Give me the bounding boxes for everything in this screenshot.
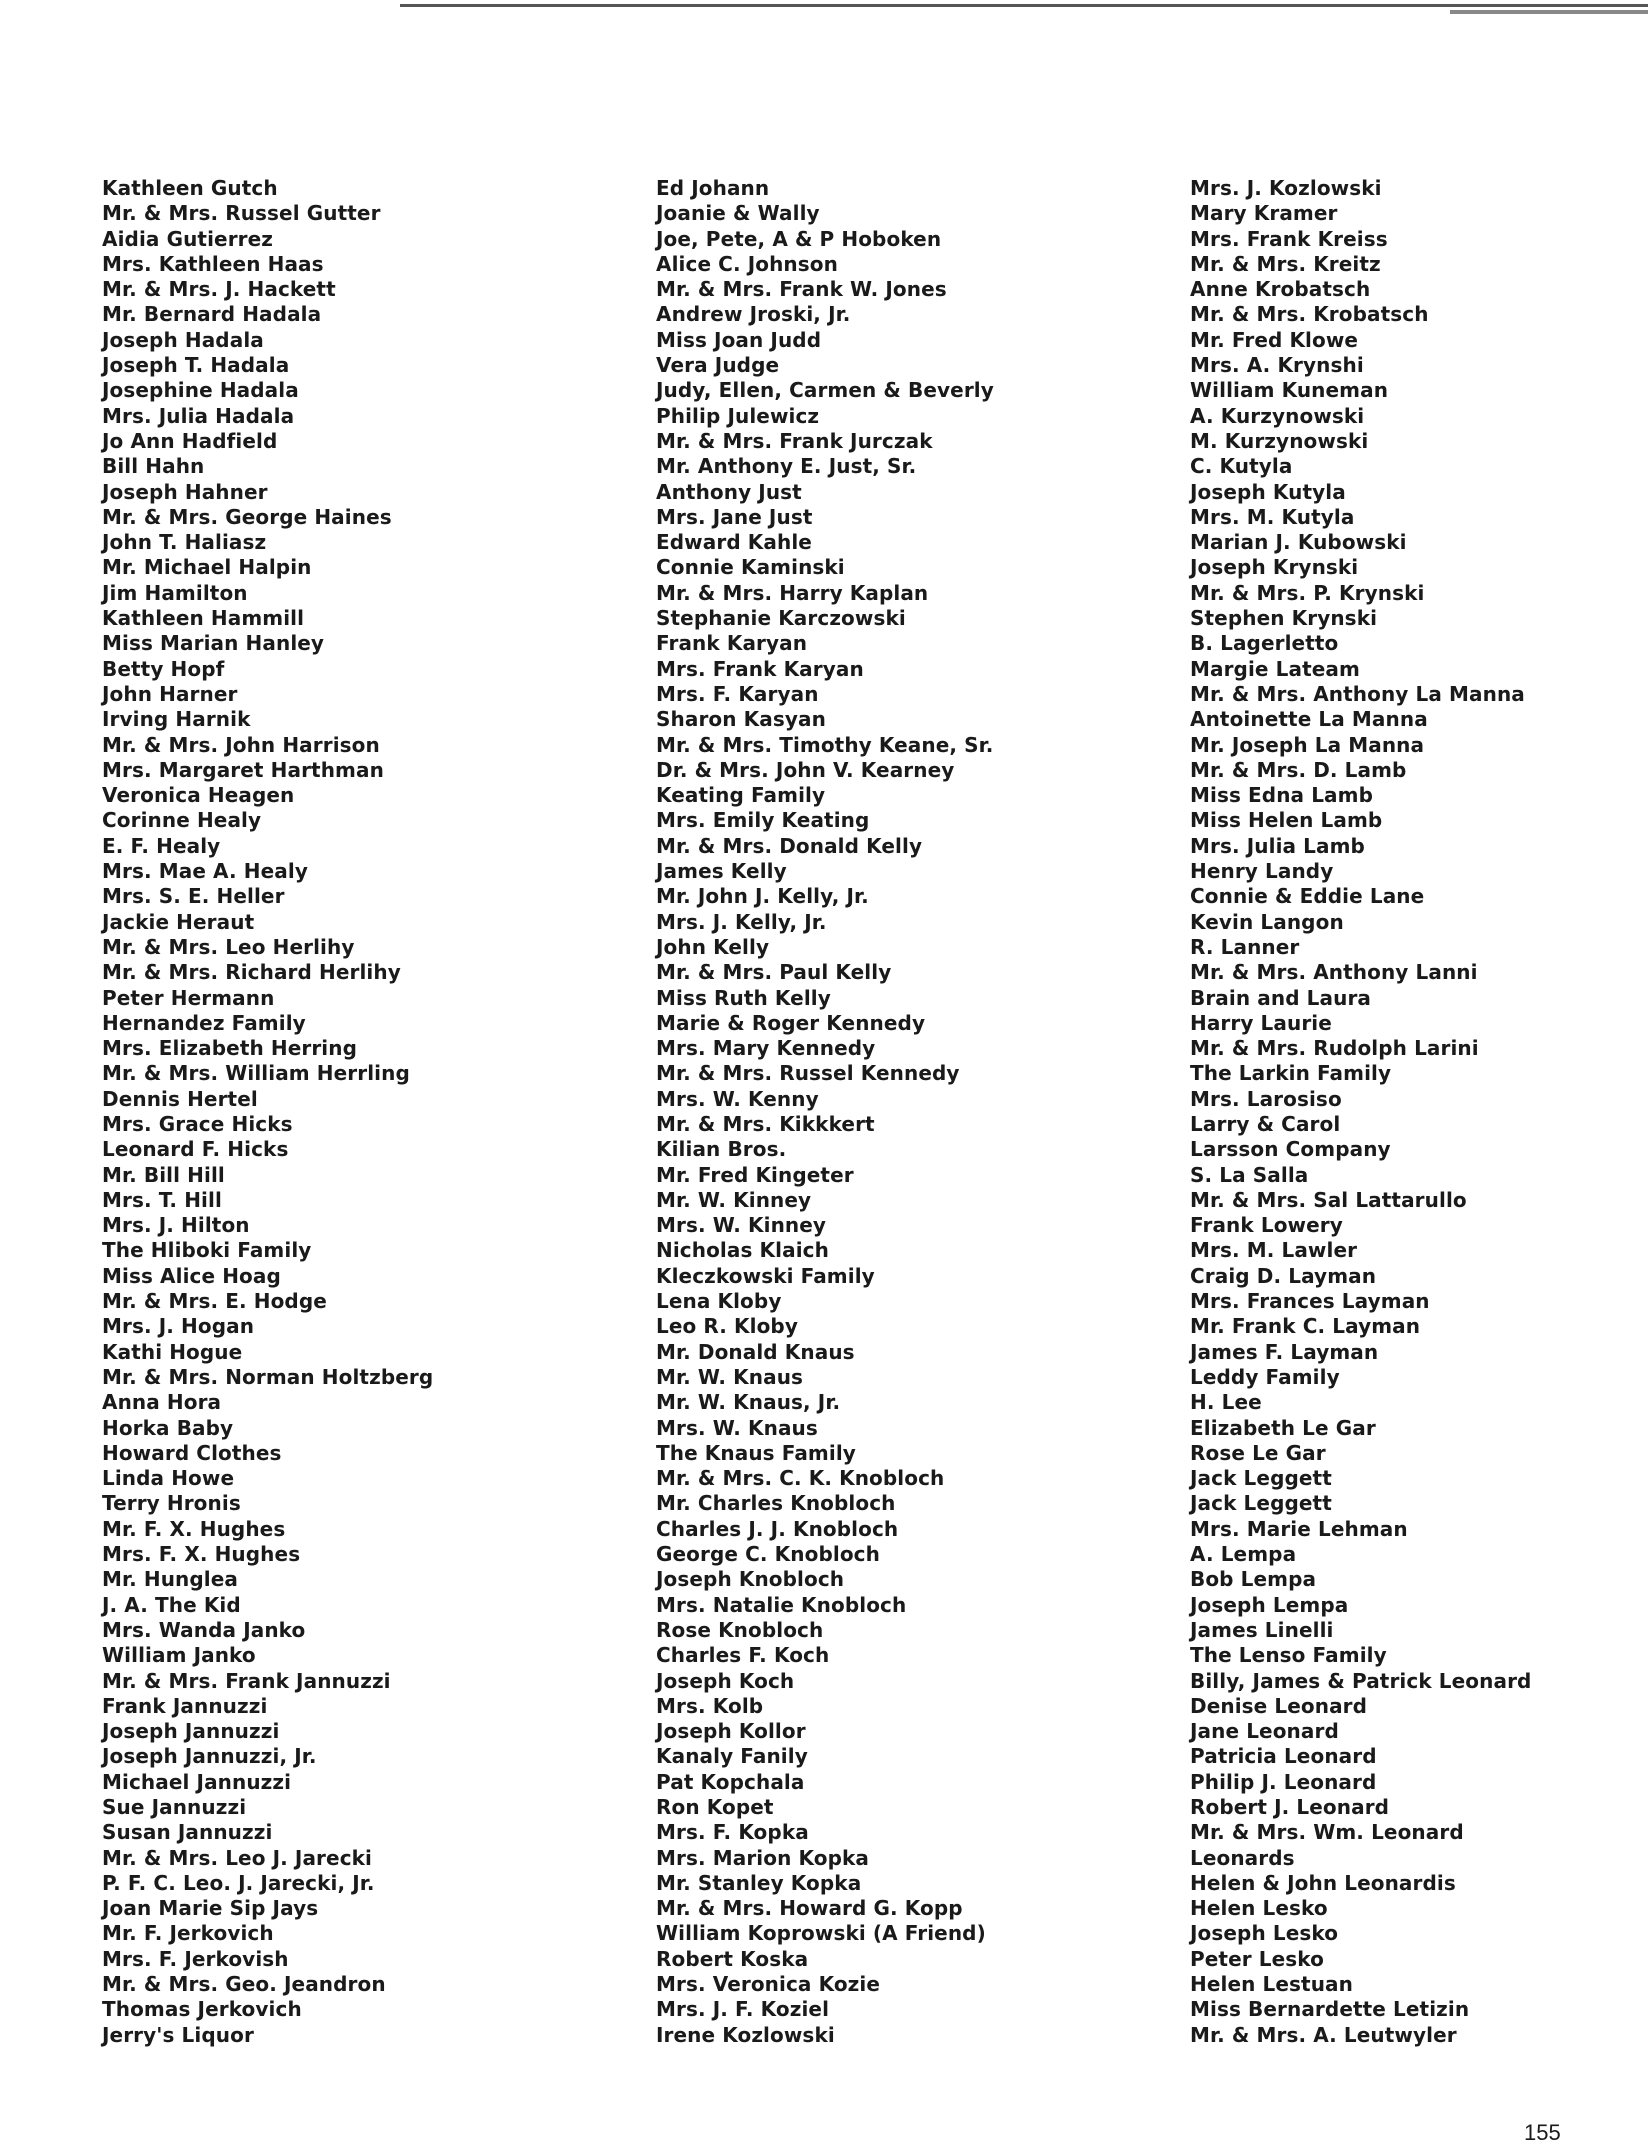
list-item: Betty Hopf: [102, 656, 225, 681]
list-item: Mrs. Mae A. Healy: [102, 859, 308, 884]
list-item: Mr. Frank C. Layman: [1190, 1314, 1421, 1339]
list-item: Mr. & Mrs. Donald Kelly: [656, 833, 923, 858]
list-item: Leonard F. Hicks: [102, 1137, 289, 1162]
list-item: Philip Julewicz: [656, 403, 820, 428]
list-item: Hernandez Family: [102, 1010, 306, 1035]
list-item: Mrs. J. Hilton: [102, 1213, 250, 1238]
list-item: Craig D. Layman: [1190, 1263, 1377, 1288]
list-item: Pat Kopchala: [656, 1769, 805, 1794]
list-item: Mrs. M. Lawler: [1190, 1238, 1358, 1263]
list-item: Larry & Carol: [1190, 1111, 1341, 1136]
list-item: Mr. F. Jerkovich: [102, 1921, 274, 1946]
list-item: Mr. John J. Kelly, Jr.: [656, 884, 869, 909]
list-item: Joseph Koch: [656, 1668, 795, 1693]
list-item: Helen Lesko: [1190, 1896, 1328, 1921]
list-item: Mrs. T. Hill: [102, 1187, 222, 1212]
list-item: Mr. Donald Knaus: [656, 1339, 855, 1364]
list-item: Frank Lowery: [1190, 1213, 1343, 1238]
list-item: Josephine Hadala: [102, 378, 299, 403]
list-item: Mr. & Mrs. E. Hodge: [102, 1289, 327, 1314]
list-item: Joanie & Wally: [656, 201, 820, 226]
list-item: John T. Haliasz: [102, 530, 267, 555]
list-item: William Koprowski (A Friend): [656, 1921, 986, 1946]
list-item: B. Lagerletto: [1190, 631, 1339, 656]
list-item: Peter Lesko: [1190, 1946, 1324, 1971]
list-item: Jack Leggett: [1190, 1491, 1332, 1516]
list-item: Joseph Hadala: [102, 327, 264, 352]
list-item: Mrs. Margaret Harthman: [102, 757, 384, 782]
list-item: Mr. & Mrs. Rudolph Larini: [1190, 1036, 1479, 1061]
list-item: Thomas Jerkovich: [102, 1997, 302, 2022]
list-item: Mr. Michael Halpin: [102, 555, 312, 580]
list-item: M. Kurzynowski: [1190, 428, 1369, 453]
list-item: Veronica Heagen: [102, 783, 295, 808]
list-item: Mrs. Julia Hadala: [102, 403, 295, 428]
list-item: Miss Alice Hoag: [102, 1263, 281, 1288]
list-item: Miss Marian Hanley: [102, 631, 325, 656]
list-item: Leddy Family: [1190, 1364, 1340, 1389]
list-item: Antoinette La Manna: [1190, 707, 1428, 732]
list-item: Kathi Hogue: [102, 1339, 243, 1364]
list-item: Joseph Kutyla: [1190, 479, 1346, 504]
list-item: John Harner: [102, 681, 238, 706]
list-item: Mrs. Wanda Janko: [102, 1617, 306, 1642]
list-item: Ron Kopet: [656, 1795, 774, 1819]
list-item: Mr. & Mrs. Russel Gutter: [102, 201, 381, 226]
list-item: Mr. W. Knaus, Jr.: [656, 1390, 841, 1415]
list-item: Charles F. Koch: [656, 1643, 830, 1668]
list-item: Mrs. Kolb: [656, 1693, 764, 1718]
top-rule: [400, 4, 1648, 7]
list-item: Mr. & Mrs. William Herrling: [102, 1061, 410, 1086]
list-item: Helen & John Leonardis: [1190, 1870, 1456, 1895]
list-item: Mrs. Elizabeth Herring: [102, 1036, 358, 1061]
list-item: Mr. & Mrs. Russel Kennedy: [656, 1061, 960, 1086]
list-item: Charles J. J. Knobloch: [656, 1516, 899, 1541]
list-item: Robert Koska: [656, 1946, 809, 1971]
list-item: Joseph T. Hadala: [102, 353, 290, 378]
list-item: Mr. & Mrs. P. Krynski: [1190, 580, 1425, 605]
list-item: Marian J. Kubowski: [1190, 530, 1407, 555]
list-item: S. La Salla: [1190, 1162, 1309, 1187]
list-item: Mrs. Frank Karyan: [656, 656, 864, 681]
list-item: E. F. Healy: [102, 833, 221, 858]
list-item: Mr. Fred Kingeter: [656, 1162, 854, 1187]
list-item: Mr. & Mrs. Kreitz: [1190, 251, 1381, 276]
list-item: The Lenso Family: [1190, 1643, 1387, 1668]
list-item: Mr. & Mrs. J. Hackett: [102, 277, 336, 302]
list-item: Sharon Kasyan: [656, 707, 826, 732]
list-item: Howard Clothes: [102, 1440, 282, 1465]
name-column-1: [102, 176, 433, 2048]
list-item: Patricia Leonard: [1190, 1744, 1377, 1769]
list-item: Mrs. J. Hogan: [102, 1314, 255, 1339]
list-item: Jim Hamilton: [102, 580, 248, 605]
list-item: Mr. & Mrs. D. Lamb: [1190, 757, 1407, 782]
list-item: Jackie Heraut: [102, 909, 255, 934]
list-item: Frank Karyan: [656, 631, 808, 656]
list-item: Mrs. M. Kutyla: [1190, 504, 1355, 529]
list-item: R. Lanner: [1190, 934, 1300, 959]
list-item: Mrs. J. F. Koziel: [656, 1997, 830, 2022]
list-item: Mrs. Marion Kopka: [656, 1845, 869, 1870]
list-item: Irving Harnik: [102, 707, 251, 732]
list-item: Mrs. S. E. Heller: [102, 884, 285, 909]
list-item: Horka Baby: [102, 1415, 234, 1440]
list-item: Philip J. Leonard: [1190, 1769, 1377, 1794]
list-item: William Kuneman: [1190, 378, 1389, 403]
list-item: The Knaus Family: [656, 1440, 856, 1465]
list-item: Mr. Hunglea: [102, 1567, 239, 1592]
list-item: Stephanie Karczowski: [656, 606, 906, 631]
list-item: Mr. & Mrs. Leo Herlihy: [102, 934, 355, 959]
list-item: Mrs. Jane Just: [656, 504, 813, 529]
list-item: Mrs. Kathleen Haas: [102, 251, 324, 276]
list-item: Corinne Healy: [102, 808, 262, 833]
list-item: J. A. The Kid: [102, 1592, 241, 1617]
list-item: Henry Landy: [1190, 859, 1334, 884]
list-item: Mrs. J. Kozlowski: [1190, 176, 1382, 200]
list-item: Marie & Roger Kennedy: [656, 1010, 926, 1035]
list-item: Mr. & Mrs. Norman Holtzberg: [102, 1364, 434, 1389]
list-item: Harry Laurie: [1190, 1010, 1332, 1035]
list-item: Miss Ruth Kelly: [656, 985, 831, 1010]
list-item: Mr. Joseph La Manna: [1190, 732, 1425, 757]
list-item: Mrs. Grace Hicks: [102, 1111, 293, 1136]
list-item: Kleczkowski Family: [656, 1263, 875, 1288]
list-item: The Hliboki Family: [102, 1238, 312, 1263]
list-item: James F. Layman: [1190, 1339, 1379, 1364]
list-item: George C. Knobloch: [656, 1542, 880, 1567]
list-item: Mr. F. X. Hughes: [102, 1516, 286, 1541]
list-item: Miss Edna Lamb: [1190, 783, 1374, 808]
list-item: Edward Kahle: [656, 530, 812, 555]
list-item: Robert J. Leonard: [1190, 1795, 1390, 1819]
list-item: C. Kutyla: [1190, 454, 1293, 479]
list-item: Anna Hora: [102, 1390, 222, 1415]
list-item: Nicholas Klaich: [656, 1238, 829, 1263]
list-item: Mrs. Emily Keating: [656, 808, 870, 833]
list-item: Joseph Lesko: [1190, 1921, 1339, 1946]
list-item: Mr. & Mrs. Leo J. Jarecki: [102, 1845, 372, 1870]
list-item: Mr. Stanley Kopka: [656, 1870, 862, 1895]
list-item: Keating Family: [656, 783, 826, 808]
list-item: Mr. & Mrs. Harry Kaplan: [656, 580, 929, 605]
list-item: Mrs. Marie Lehman: [1190, 1516, 1408, 1541]
list-item: Mr. & Mrs. Kikkkert: [656, 1111, 875, 1136]
list-item: Mr. Charles Knobloch: [656, 1491, 896, 1516]
list-item: Mr. Fred Klowe: [1190, 327, 1359, 352]
list-item: Jo Ann Hadfield: [102, 428, 278, 453]
list-item: Ed Johann: [656, 176, 770, 200]
list-item: Kathleen Gutch: [102, 176, 278, 200]
list-item: Mrs. W. Kenny: [656, 1086, 819, 1111]
list-item: P. F. C. Leo. J. Jarecki, Jr.: [102, 1870, 375, 1895]
list-item: Mr. & Mrs. Anthony La Manna: [1190, 681, 1525, 706]
list-item: Mr. & Mrs. Paul Kelly: [656, 960, 892, 985]
list-item: Jerry's Liquor: [102, 2022, 254, 2047]
list-item: Miss Helen Lamb: [1190, 808, 1383, 833]
list-item: Anne Krobatsch: [1190, 277, 1371, 302]
list-item: Mrs. F. Karyan: [656, 681, 819, 706]
list-item: Miss Joan Judd: [656, 327, 822, 352]
list-item: Joseph Jannuzzi: [102, 1719, 280, 1744]
list-item: Bob Lempa: [1190, 1567, 1317, 1592]
list-item: Aidia Gutierrez: [102, 226, 274, 251]
list-item: Rose Le Gar: [1190, 1440, 1326, 1465]
list-item: Kathleen Hammill: [102, 606, 305, 631]
list-item: Mrs. Julia Lamb: [1190, 833, 1365, 858]
name-column-2: [656, 176, 994, 2048]
list-item: Stephen Krynski: [1190, 606, 1378, 631]
list-item: Mr. & Mrs. Timothy Keane, Sr.: [656, 732, 994, 757]
list-item: Mrs. F. Jerkovish: [102, 1946, 289, 1971]
list-item: Mr. & Mrs. Richard Herlihy: [102, 960, 401, 985]
list-item: Denise Leonard: [1190, 1693, 1368, 1718]
list-item: Mr. & Mrs. Howard G. Kopp: [656, 1896, 963, 1921]
list-item: Vera Judge: [656, 353, 780, 378]
list-item: Helen Lestuan: [1190, 1972, 1353, 1997]
list-item: Mr. & Mrs. Frank Jannuzzi: [102, 1668, 391, 1693]
list-item: Mr. & Mrs. Krobatsch: [1190, 302, 1429, 327]
list-item: James Linelli: [1190, 1617, 1334, 1642]
list-item: Mrs. W. Knaus: [656, 1415, 818, 1440]
list-item: Terry Hronis: [102, 1491, 241, 1516]
top-rule-accent: [1450, 10, 1648, 14]
list-item: Rose Knobloch: [656, 1617, 824, 1642]
list-item: Elizabeth Le Gar: [1190, 1415, 1376, 1440]
list-item: Dr. & Mrs. John V. Kearney: [656, 757, 955, 782]
list-item: Leonards: [1190, 1845, 1295, 1870]
list-item: Joseph Krynski: [1190, 555, 1359, 580]
list-item: Frank Jannuzzi: [102, 1693, 268, 1718]
list-item: Sue Jannuzzi: [102, 1795, 247, 1819]
list-item: Mrs. Veronica Kozie: [656, 1972, 881, 1997]
list-item: Mr. & Mrs. George Haines: [102, 504, 392, 529]
list-item: Mr. & Mrs. Frank Jurczak: [656, 428, 933, 453]
list-item: Mr. Bernard Hadala: [102, 302, 322, 327]
list-item: Connie Kaminski: [656, 555, 845, 580]
list-item: Kevin Langon: [1190, 909, 1344, 934]
list-item: The Larkin Family: [1190, 1061, 1392, 1086]
list-item: Mr. W. Kinney: [656, 1187, 812, 1212]
list-item: Irene Kozlowski: [656, 2022, 835, 2047]
list-item: Mr. & Mrs. Wm. Leonard: [1190, 1820, 1464, 1845]
name-column-3: [1190, 176, 1531, 2048]
list-item: Mr. & Mrs. A. Leutwyler: [1190, 2022, 1457, 2047]
list-item: James Kelly: [656, 859, 787, 884]
list-item: Joan Marie Sip Jays: [102, 1896, 319, 1921]
list-item: Mrs. Frank Kreiss: [1190, 226, 1388, 251]
list-item: Brain and Laura: [1190, 985, 1372, 1010]
list-item: Judy, Ellen, Carmen & Beverly: [656, 378, 994, 403]
list-item: Dennis Hertel: [102, 1086, 258, 1111]
page-number: 155: [1524, 2120, 1561, 2145]
list-item: Mr. & Mrs. Sal Lattarullo: [1190, 1187, 1467, 1212]
list-item: Mr. Anthony E. Just, Sr.: [656, 454, 917, 479]
list-item: Billy, James & Patrick Leonard: [1190, 1668, 1532, 1693]
list-item: Leo R. Kloby: [656, 1314, 798, 1339]
list-item: Andrew Jroski, Jr.: [656, 302, 851, 327]
list-item: Joseph Lempa: [1190, 1592, 1349, 1617]
list-item: Mr. & Mrs. Geo. Jeandron: [102, 1972, 386, 1997]
list-item: Mr. & Mrs. Frank W. Jones: [656, 277, 947, 302]
list-item: Mrs. Larosiso: [1190, 1086, 1342, 1111]
list-item: Connie & Eddie Lane: [1190, 884, 1425, 909]
list-item: Jack Leggett: [1190, 1466, 1332, 1491]
list-item: Mrs. Natalie Knobloch: [656, 1592, 907, 1617]
list-item: Larsson Company: [1190, 1137, 1391, 1162]
list-item: Susan Jannuzzi: [102, 1820, 273, 1845]
list-item: William Janko: [102, 1643, 256, 1668]
list-item: Joseph Jannuzzi, Jr.: [102, 1744, 317, 1769]
list-item: Joseph Kollor: [656, 1719, 806, 1744]
list-item: Joe, Pete, A & P Hoboken: [656, 226, 942, 251]
list-item: A. Lempa: [1190, 1542, 1297, 1567]
list-item: Bill Hahn: [102, 454, 205, 479]
list-item: Anthony Just: [656, 479, 802, 504]
list-item: Alice C. Johnson: [656, 251, 838, 276]
list-item: Mr. Bill Hill: [102, 1162, 225, 1187]
list-item: Miss Bernardette Letizin: [1190, 1997, 1470, 2022]
list-item: Mr. W. Knaus: [656, 1364, 804, 1389]
list-item: A. Kurzynowski: [1190, 403, 1365, 428]
list-item: Mr. & Mrs. C. K. Knobloch: [656, 1466, 945, 1491]
list-item: Kilian Bros.: [656, 1137, 787, 1162]
list-item: Linda Howe: [102, 1466, 235, 1491]
list-item: Mr. & Mrs. John Harrison: [102, 732, 380, 757]
list-item: H. Lee: [1190, 1390, 1262, 1415]
list-item: Mrs. W. Kinney: [656, 1213, 827, 1238]
list-item: Mrs. J. Kelly, Jr.: [656, 909, 827, 934]
list-item: John Kelly: [656, 934, 770, 959]
list-item: Mrs. A. Krynshi: [1190, 353, 1364, 378]
list-item: Mr. & Mrs. Anthony Lanni: [1190, 960, 1478, 985]
list-item: Mrs. Frances Layman: [1190, 1289, 1430, 1314]
list-item: Margie Lateam: [1190, 656, 1360, 681]
list-item: Michael Jannuzzi: [102, 1769, 292, 1794]
list-item: Peter Hermann: [102, 985, 275, 1010]
list-item: Mrs. F. X. Hughes: [102, 1542, 301, 1567]
list-item: Kanaly Fanily: [656, 1744, 808, 1769]
list-item: Jane Leonard: [1190, 1719, 1339, 1744]
list-item: Mary Kramer: [1190, 201, 1338, 226]
list-item: Mrs. Mary Kennedy: [656, 1036, 876, 1061]
list-item: Joseph Knobloch: [656, 1567, 845, 1592]
list-item: Lena Kloby: [656, 1289, 782, 1314]
list-item: Mrs. F. Kopka: [656, 1820, 809, 1845]
list-item: Joseph Hahner: [102, 479, 268, 504]
